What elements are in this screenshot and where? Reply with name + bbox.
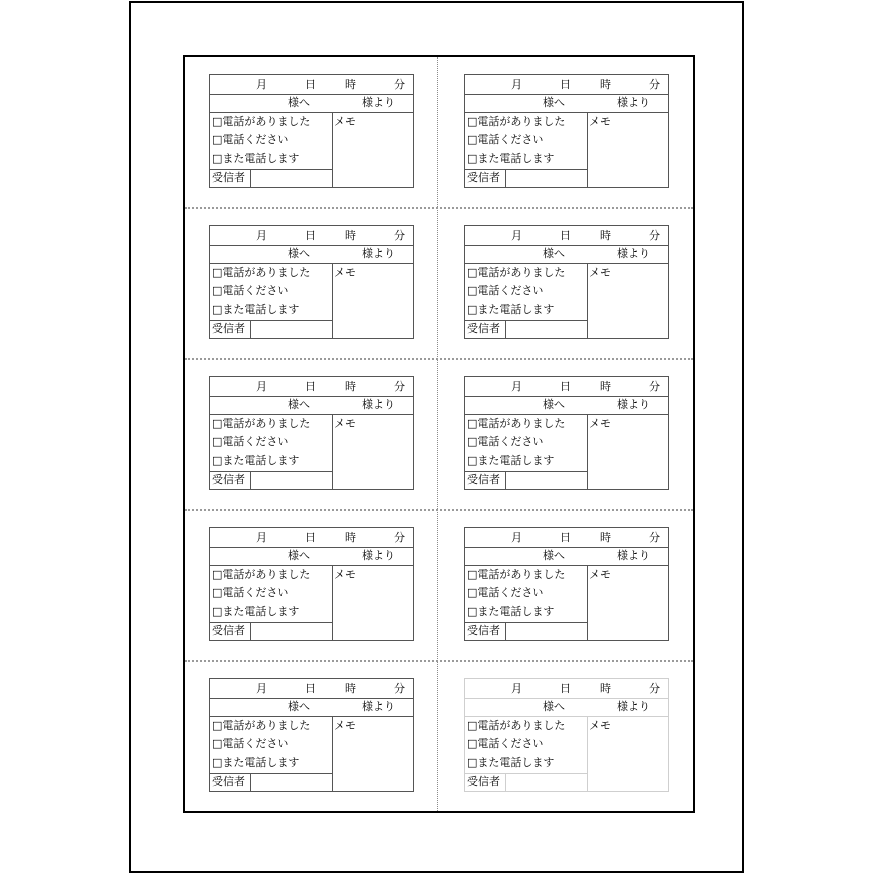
receiver-label: 受信者 [467, 322, 500, 335]
please-call-checkbox-label: □電話ください [467, 586, 544, 599]
memo-divider [587, 415, 588, 490]
to-label: 様へ [543, 700, 565, 713]
day-label: 日 [560, 78, 571, 91]
memo-label: メモ [589, 417, 611, 430]
called-checkbox-label: □電話がありました [212, 719, 311, 732]
please-call-checkbox-label: □電話ください [212, 586, 289, 599]
please-call-checkbox-label: □電話ください [467, 133, 544, 146]
will-call-again-checkbox-label: □また電話します [212, 756, 300, 769]
message-slip [209, 678, 414, 792]
minute-label: 分 [649, 229, 660, 242]
minute-label: 分 [649, 682, 660, 695]
memo-label: メモ [334, 719, 356, 732]
to-label: 様へ [543, 96, 565, 109]
called-checkbox-label: □電話がありました [467, 266, 566, 279]
minute-label: 分 [649, 531, 660, 544]
message-slip [464, 74, 669, 188]
to-label: 様へ [288, 398, 310, 411]
month-label: 月 [511, 229, 522, 242]
to-label: 様へ [543, 398, 565, 411]
message-slip [464, 376, 669, 490]
receiver-divider [505, 169, 506, 188]
from-label: 様より [362, 549, 395, 562]
memo-label: メモ [334, 417, 356, 430]
horizontal-cut-line [185, 660, 693, 662]
please-call-checkbox-label: □電話ください [212, 737, 289, 750]
memo-label: メモ [589, 266, 611, 279]
month-label: 月 [256, 229, 267, 242]
day-label: 日 [560, 229, 571, 242]
receiver-label: 受信者 [467, 775, 500, 788]
please-call-checkbox-label: □電話ください [467, 435, 544, 448]
hour-label: 時 [345, 682, 356, 695]
horizontal-cut-line [185, 207, 693, 209]
to-label: 様へ [543, 549, 565, 562]
please-call-checkbox-label: □電話ください [467, 737, 544, 750]
receiver-divider [505, 320, 506, 339]
day-label: 日 [560, 531, 571, 544]
receiver-divider [250, 773, 251, 792]
called-checkbox-label: □電話がありました [212, 417, 311, 430]
will-call-again-checkbox-label: □また電話します [212, 454, 300, 467]
memo-divider [332, 264, 333, 339]
to-label: 様へ [288, 549, 310, 562]
receiver-label: 受信者 [212, 473, 245, 486]
from-label: 様より [362, 700, 395, 713]
month-label: 月 [256, 531, 267, 544]
hour-label: 時 [345, 229, 356, 242]
day-label: 日 [305, 380, 316, 393]
day-label: 日 [305, 531, 316, 544]
please-call-checkbox-label: □電話ください [212, 435, 289, 448]
message-slip [464, 527, 669, 641]
will-call-again-checkbox-label: □また電話します [212, 605, 300, 618]
message-slip [209, 376, 414, 490]
hour-label: 時 [345, 380, 356, 393]
from-label: 様より [617, 398, 650, 411]
month-label: 月 [511, 682, 522, 695]
called-checkbox-label: □電話がありました [212, 115, 311, 128]
receiver-label: 受信者 [467, 473, 500, 486]
message-slip [464, 225, 669, 339]
from-label: 様より [617, 549, 650, 562]
minute-label: 分 [394, 380, 405, 393]
memo-label: メモ [334, 266, 356, 279]
will-call-again-checkbox-label: □また電話します [212, 303, 300, 316]
memo-divider [332, 717, 333, 792]
hour-label: 時 [600, 78, 611, 91]
receiver-divider [505, 622, 506, 641]
hour-label: 時 [600, 229, 611, 242]
day-label: 日 [560, 380, 571, 393]
please-call-checkbox-label: □電話ください [212, 284, 289, 297]
receiver-divider [505, 773, 506, 792]
month-label: 月 [256, 682, 267, 695]
from-label: 様より [362, 247, 395, 260]
to-label: 様へ [288, 700, 310, 713]
memo-label: メモ [589, 115, 611, 128]
day-label: 日 [305, 682, 316, 695]
please-call-checkbox-label: □電話ください [467, 284, 544, 297]
receiver-divider [250, 169, 251, 188]
month-label: 月 [511, 78, 522, 91]
memo-label: メモ [334, 115, 356, 128]
month-label: 月 [511, 531, 522, 544]
will-call-again-checkbox-label: □また電話します [467, 152, 555, 165]
receiver-divider [505, 471, 506, 490]
will-call-again-checkbox-label: □また電話します [212, 152, 300, 165]
to-label: 様へ [543, 247, 565, 260]
memo-divider [587, 113, 588, 188]
will-call-again-checkbox-label: □また電話します [467, 454, 555, 467]
please-call-checkbox-label: □電話ください [212, 133, 289, 146]
will-call-again-checkbox-label: □また電話します [467, 756, 555, 769]
memo-label: メモ [589, 719, 611, 732]
from-label: 様より [362, 398, 395, 411]
month-label: 月 [511, 380, 522, 393]
message-slip [209, 527, 414, 641]
receiver-label: 受信者 [212, 322, 245, 335]
from-label: 様より [362, 96, 395, 109]
called-checkbox-label: □電話がありました [467, 719, 566, 732]
receiver-divider [250, 471, 251, 490]
hour-label: 時 [345, 78, 356, 91]
memo-divider [332, 566, 333, 641]
message-slip [209, 225, 414, 339]
month-label: 月 [256, 380, 267, 393]
memo-divider [587, 566, 588, 641]
memo-divider [332, 415, 333, 490]
receiver-divider [250, 320, 251, 339]
hour-label: 時 [600, 682, 611, 695]
called-checkbox-label: □電話がありました [467, 417, 566, 430]
receiver-label: 受信者 [212, 171, 245, 184]
day-label: 日 [560, 682, 571, 695]
called-checkbox-label: □電話がありました [467, 115, 566, 128]
receiver-label: 受信者 [467, 171, 500, 184]
vertical-cut-line [437, 57, 438, 811]
minute-label: 分 [394, 229, 405, 242]
month-label: 月 [256, 78, 267, 91]
horizontal-cut-line [185, 509, 693, 511]
memo-divider [587, 264, 588, 339]
memo-label: メモ [334, 568, 356, 581]
from-label: 様より [617, 247, 650, 260]
to-label: 様へ [288, 96, 310, 109]
hour-label: 時 [600, 380, 611, 393]
hour-label: 時 [345, 531, 356, 544]
memo-divider [332, 113, 333, 188]
will-call-again-checkbox-label: □また電話します [467, 605, 555, 618]
minute-label: 分 [394, 682, 405, 695]
minute-label: 分 [394, 531, 405, 544]
receiver-label: 受信者 [467, 624, 500, 637]
will-call-again-checkbox-label: □また電話します [467, 303, 555, 316]
message-slip [209, 74, 414, 188]
receiver-label: 受信者 [212, 624, 245, 637]
from-label: 様より [617, 700, 650, 713]
memo-label: メモ [589, 568, 611, 581]
called-checkbox-label: □電話がありました [467, 568, 566, 581]
called-checkbox-label: □電話がありました [212, 568, 311, 581]
memo-divider [587, 717, 588, 792]
minute-label: 分 [649, 78, 660, 91]
called-checkbox-label: □電話がありました [212, 266, 311, 279]
minute-label: 分 [649, 380, 660, 393]
day-label: 日 [305, 78, 316, 91]
hour-label: 時 [600, 531, 611, 544]
minute-label: 分 [394, 78, 405, 91]
to-label: 様へ [288, 247, 310, 260]
horizontal-cut-line [185, 358, 693, 360]
receiver-label: 受信者 [212, 775, 245, 788]
receiver-divider [250, 622, 251, 641]
day-label: 日 [305, 229, 316, 242]
from-label: 様より [617, 96, 650, 109]
message-slip [464, 678, 669, 792]
